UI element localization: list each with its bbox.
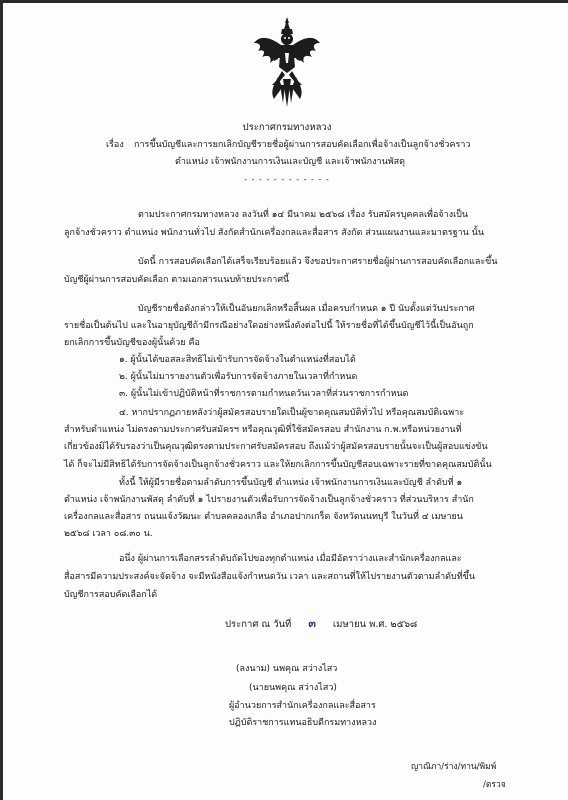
paragraph-3-line-3: ยกเลิกการขึ้นบัญชีของผู้นั้นด้วย คือ <box>64 338 200 348</box>
paragraph-4-line-1: ทั้งนี้ ให้ผู้มีรายชื่อตามลำดับการขึ้นบัญชี ตำแหน่ง เจ้าพนักงานการเงินและบัญชี ลำดับที่ ๑ <box>119 478 463 488</box>
paragraph-4-line-4: ๒๕๖๘ เวลา ๐๘.๓๐ น. <box>64 529 153 539</box>
paragraph-2-line-1: บัดนี้ การสอบคัดเลือกได้เสร็จเรียบร้อยแล้ว จึงขอประกาศรายชื่อผู้ผ่านการสอบคัดเลือกและขึ้น <box>138 257 498 267</box>
list-item-4-line-3: เกี่ยวข้องมิได้รับรองว่าเป็นคุณวุฒิตรงตามประกาศรับสมัครสอบ ถึงแม้ว่าผู้สมัครสอบรายนั้นจะเป็นผู้สอบแข่งขัน <box>64 442 488 452</box>
signatory-position-2: ปฏิบัติราชการแทนอธิบดีกรมทางหลวง <box>229 718 377 728</box>
paragraph-4-line-2: ตำแหน่ง เจ้าพนักงานพัสดุ ลำดับที่ ๑ ไปรายงานตัวเพื่อรับการจัดจ้างเป็นลูกจ้างชั่วคราว ที่ส่วนบริหาร สำนัก <box>64 495 474 505</box>
list-item-4-line-1: ๔. หากปรากฏภายหลังว่าผู้สมัครสอบรายใดเป็นผู้ขาดคุณสมบัติทั่วไป หรือคุณสมบัติเฉพาะ <box>119 408 465 418</box>
list-item-3: ๓. ผู้นั้นไม่เข้าปฏิบัติหน้าที่ราชการตามกำหนดวันเวลาที่ส่วนราชการกำหนด <box>119 389 409 399</box>
list-item-4-line-4: ได้ ก็จะไม่มีสิทธิได้รับการจัดจ้างเป็นลูกจ้างชั่วคราว และให้ยกเลิกการขึ้นบัญชีสอบเฉพาะรายที่ขาดคุณสมบัตินั้น <box>64 460 492 470</box>
header-separator: - - - - - - - - - - - - <box>244 175 330 184</box>
subject-line-2: ตำแหน่ง เจ้าพนักงานการเงินและบัญชี และเจ้าพนักงานพัสดุ <box>175 157 405 167</box>
signed-line: (ลงนาม) นพคุณ สว่างไสว <box>236 664 338 674</box>
list-item-4-line-2: สำหรับตำแหน่ง ไม่ตรงตามประกาศรับสมัครฯ หรือคุณวุฒิที่ใช้สมัครสอบ สำนักงาน ก.พ.หรือหน่วยงานที่ <box>64 425 462 435</box>
subject-line-1: การขึ้นบัญชีและการยกเลิกบัญชีรายชื่อผู้ผ่านการสอบคัดเลือกเพื่อจ้างเป็นลูกจ้างชั่วคราว <box>134 140 471 150</box>
paragraph-5-line-3: บัญชีการสอบคัดเลือกได้ <box>64 590 158 600</box>
garuda-emblem-icon <box>252 15 322 111</box>
paragraph-3-line-1: บัญชีรายชื่อดังกล่าวให้เป็นอันยกเลิกหรือสิ้นผล เมื่อครบกำหนด ๑ ปี นับตั้งแต่วันประกาศ <box>138 304 475 314</box>
announce-date-suffix: เมษายน พ.ศ. ๒๕๖๘ <box>332 619 418 630</box>
signatory-position-1: ผู้อำนวยการสำนักเครื่องกลและสื่อสาร <box>229 701 376 711</box>
list-item-1: ๑. ผู้นั้นได้ขอสละสิทธิไม่เข้ารับการจัดจ้างในตำแหน่งที่สอบได้ <box>119 355 356 365</box>
paragraph-1-line-1: ตามประกาศกรมทางหลวง ลงวันที่ ๑๔ มีนาคม ๒๕๖๘ เรื่อง รับสมัครบุคคลเพื่อจ้างเป็น <box>138 210 469 220</box>
signatory-name: (นายนพคุณ สว่างไสว) <box>249 683 337 693</box>
footer-drafter-line: ญาณิภา/ร่าง/ทาน/พิมพ์ <box>411 762 497 772</box>
announce-date-prefix: ประกาศ ณ วันที่ <box>225 619 292 630</box>
footer-checker-line: /ตรวจ <box>483 780 506 790</box>
document-title: ประกาศกรมทางหลวง <box>242 122 332 133</box>
paragraph-3-line-2: รายชื่อเป็นต้นไป และในอายุบัญชีถ้ามีกรณีอย่างใดอย่างหนึ่งดังต่อไปนี้ ให้รายชื่อที่ได้ขึ้นบัญชีไว้นี้เป็นอันถูก <box>64 321 474 331</box>
paragraph-4-line-3: เครื่องกลและสื่อสาร ถนนแจ้งวัฒนะ ตำบลคลองเกลือ อำเภอปากเกร็ด จังหวัดนนทบุรี ในวันที่ ๔ เมษายน <box>64 512 463 522</box>
paragraph-5-line-1: อนึ่ง ผู้ผ่านการเลือกสรรลำดับถัดไปของทุกตำแหน่ง เมื่อมีอัตราว่างและสำนักเครื่องกลและ <box>119 554 462 564</box>
paragraph-1-line-2: ลูกจ้างชั่วคราว ตำแหน่ง พนักงานทั่วไป สังกัดสำนักเครื่องกลและสื่อสาร สังกัด ส่วนแผนงานและมาตรฐาน นั้น <box>64 228 484 238</box>
paragraph-5-line-2: สื่อสารมีความประสงค์จะจัดจ้าง จะมีหนังสือแจ้งกำหนดวัน เวลา และสถานที่ให้ไปรายงานตัวตามลำดับที่ขึ้น <box>64 572 475 582</box>
announce-date-day: ๓ <box>308 617 316 630</box>
paragraph-2-line-2: บัญชีผู้ผ่านการสอบคัดเลือก ตามเอกสารแนบท้ายประกาศนี้ <box>64 275 290 285</box>
subject-label: เรื่อง <box>106 140 124 150</box>
announce-date <box>225 618 417 631</box>
list-item-2: ๒. ผู้นั้นไม่มารายงานตัวเพื่อรับการจัดจ้างภายในเวลาที่กำหนด <box>119 372 358 382</box>
